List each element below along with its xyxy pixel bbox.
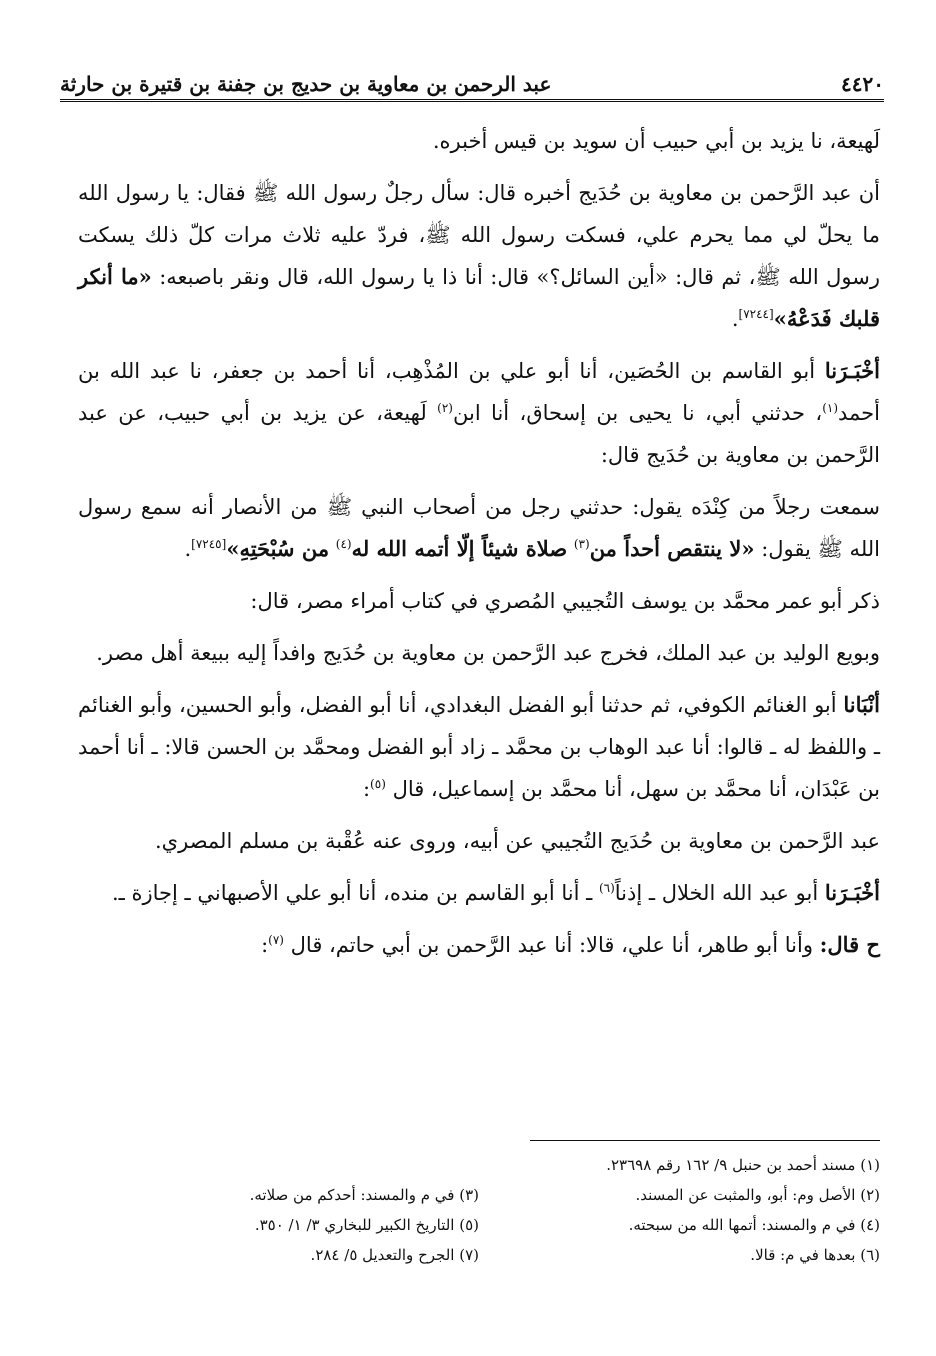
paragraph-text: أبو الغنائم الكوفي، ثم حدثنا أبو الفضل البغدادي، أنا أبو الفضل، وأبو الحسين، وأبو الغنائم ـ واللفظ له ـ قالوا: أنا عبد الوهاب بن محمَّد ـ زاد أبو الفضل ومحمَّد بن الحسن قالا: ـ أنا أحمد بن عَبْدَان، أنا محمَّد بن سهل، أنا محمَّد بن إسماعيل، قال	[78, 693, 880, 801]
hadith-number: [٧٢٤٥]	[191, 537, 227, 551]
footnote: (٧) الجرح والتعديل ٥/ ٢٨٤.	[310, 1246, 479, 1264]
paragraph	[78, 580, 880, 622]
footnote-divider	[530, 1140, 880, 1141]
hadith-quote: صلاة شيئاً إلّا أتمه الله له	[351, 536, 568, 561]
footnote: (٥) التاريخ الكبير للبخاري ٣/ ١/ ٣٥٠.	[254, 1216, 479, 1234]
isnad-lead: أنْبَانا	[843, 692, 880, 717]
footnote-marker: (٥)	[370, 777, 386, 791]
paragraph	[78, 350, 880, 476]
paragraph	[78, 820, 880, 862]
isnad-lead: أخْبَـرَنا	[824, 880, 880, 905]
paragraph-text: أن عبد الرَّحمن بن معاوية بن حُدَيج أخبره قال: سأل رجلٌ رسول الله ﷺ فقال: يا رسول الله ما يحلّ لي مما يحرم علي، فسكت رسول الله ﷺ، فردّ عليه ثلاث مرات كلّ ذلك يسكت رسول الله ﷺ، ثم قال: «أين السائل؟» قال: أنا ذا يا رسول الله، قال ونقر باصبعه:	[78, 181, 880, 289]
hadith-quote: «لا ينتقص أحداً من	[589, 536, 755, 561]
paragraph-text: أبو عبد الله الخلال ـ إذناً	[614, 881, 819, 905]
running-title: عبد الرحمن بن معاوية بن حديج بن جفنة بن قتيرة بن حارثة	[60, 72, 552, 96]
hadith-number: [٧٢٤٤]	[738, 307, 774, 321]
paragraph-text: ، حدثني أبي، نا يحيى بن إسحاق، أنا ابن	[452, 401, 823, 425]
footnote: (٢) الأصل وم: أبو، والمثبت عن المسند.	[635, 1186, 880, 1204]
footnote-marker: (١)	[822, 401, 839, 415]
footnotes	[78, 1150, 880, 1270]
header-divider	[60, 99, 884, 102]
footnote-row	[78, 1180, 880, 1210]
footnote: (٣) في م والمسند: أحدكم من صلاته.	[249, 1186, 479, 1204]
hadith-quote: «ما أنكر قلبك فَدَعْهُ»	[78, 264, 880, 331]
main-text	[78, 120, 880, 976]
page-number: ٤٤٢٠	[841, 72, 884, 96]
footnote-marker: (٢)	[437, 401, 453, 415]
paragraph	[78, 632, 880, 674]
footnote-row	[78, 1240, 880, 1270]
paragraph-text: ذكر أبو عمر محمَّد بن يوسف التُجيبي المُصري في كتاب أمراء مصر، قال:	[250, 589, 880, 613]
footnote-row	[78, 1210, 880, 1240]
paragraph: أنْبَانا أبو الغنائم الكوفي، ثم حدثنا أبو الفضل البغدادي، أنا أبو الفضل، وأبو الحسين، وأبو الغنائم ـ واللفظ له ـ قالوا: أنا عبد الوهاب بن محمَّد ـ زاد أبو الفضل ومحمَّد بن الحسن قالا: ـ أنا أحمد بن عَبْدَان، أنا محمَّد بن سهل، أنا محمَّد بن إسماعيل، قال $^{(٥)}$:	[78, 692, 880, 801]
paragraph: ح قال: وأنا أبو طاهر، أنا علي، قالا: أنا عبد الرَّحمن بن أبي حاتم، قال $^{(٧)}$:	[261, 932, 880, 957]
paragraph-text: سمعت رجلاً من كِنْدَه يقول: حدثني رجل من أصحاب النبي ﷺ من الأنصار أنه سمع رسول الله ﷺ يقول:	[78, 495, 880, 561]
paragraph: أن عبد الرَّحمن بن معاوية بن حُدَيج أخبره قال: سأل رجلٌ رسول الله ﷺ فقال: يا رسول الله ما يحلّ لي مما يحرم علي، فسكت رسول الله ﷺ، فردّ عليه ثلاث مرات كلّ ذلك يسكت رسول الله ﷺ، ثم قال: «أين السائل؟» قال: أنا ذا يا رسول الله، قال ونقر باصبعه: «ما أنكر قلبك فَدَعْهُ»[٧٢٤٤].	[78, 181, 880, 331]
footnote-empty	[78, 1150, 479, 1180]
footnote-marker: (٧)	[268, 933, 284, 947]
paragraph-text: لَهيعة، عن يزيد بن أبي حبيب، عن عبد الرَّحمن بن معاوية بن حُدَيج قال:	[78, 401, 880, 467]
paragraph	[78, 872, 880, 914]
footnote-marker: (٦)	[598, 881, 615, 895]
page-header	[60, 58, 884, 96]
paragraph-text: وأنا أبو طاهر، أنا علي، قالا: أنا عبد الرَّحمن بن أبي حاتم، قال	[290, 933, 813, 957]
hadith-quote: من سُبْحَتِهِ»	[226, 536, 330, 561]
footnote: (٦) بعدها في م: قالا.	[750, 1246, 880, 1264]
paragraph-text: ـ أنا أبو القاسم بن منده، أنا أبو علي الأصبهاني ـ إجازة ـ.	[112, 881, 593, 905]
footnote-marker: (٣)	[573, 537, 590, 551]
footnote: (٤) في م والمسند: أتمها الله من سبحته.	[628, 1216, 880, 1234]
footnote-row	[78, 1150, 880, 1180]
footnote-marker: (٤)	[335, 537, 352, 551]
paragraph-text: وبويع الوليد بن عبد الملك، فخرج عبد الرَّحمن بن معاوية بن حُدَيج وافداً إليه ببيعة أهل مصر.	[96, 641, 880, 665]
footnote: (١) مسند أحمد بن حنبل ٩/ ١٦٢ رقم ٢٣٦٩٨.	[606, 1156, 880, 1174]
isnad-lead: أخْبَـرَنا	[824, 358, 880, 383]
paragraph-text: عبد الرَّحمن بن معاوية بن حُدَيج التُجيبي عن أبيه، وروى عنه عُقْبة بن مسلم المصري.	[155, 829, 880, 853]
isnad-lead: ح قال:	[819, 932, 880, 957]
paragraph-text: لَهيعة، نا يزيد بن أبي حبيب أن سويد بن قيس أخبره.	[432, 129, 880, 153]
paragraph	[78, 120, 880, 162]
paragraph-text: أبو القاسم بن الحُصَين، أنا أبو علي بن المُذْهِب، أنا أحمد بن جعفر، نا عبد الله بن أحمد	[78, 359, 880, 425]
paragraph: سمعت رجلاً من كِنْدَه يقول: حدثني رجل من أصحاب النبي ﷺ من الأنصار أنه سمع رسول الله ﷺ يقول: «لا ينتقص أحداً من$^{(٣)}$ صلاة شيئاً إلّا أتمه الله له$^{(٤)}$ من سُبْحَتِهِ»[٧٢٤٥].	[78, 495, 880, 561]
